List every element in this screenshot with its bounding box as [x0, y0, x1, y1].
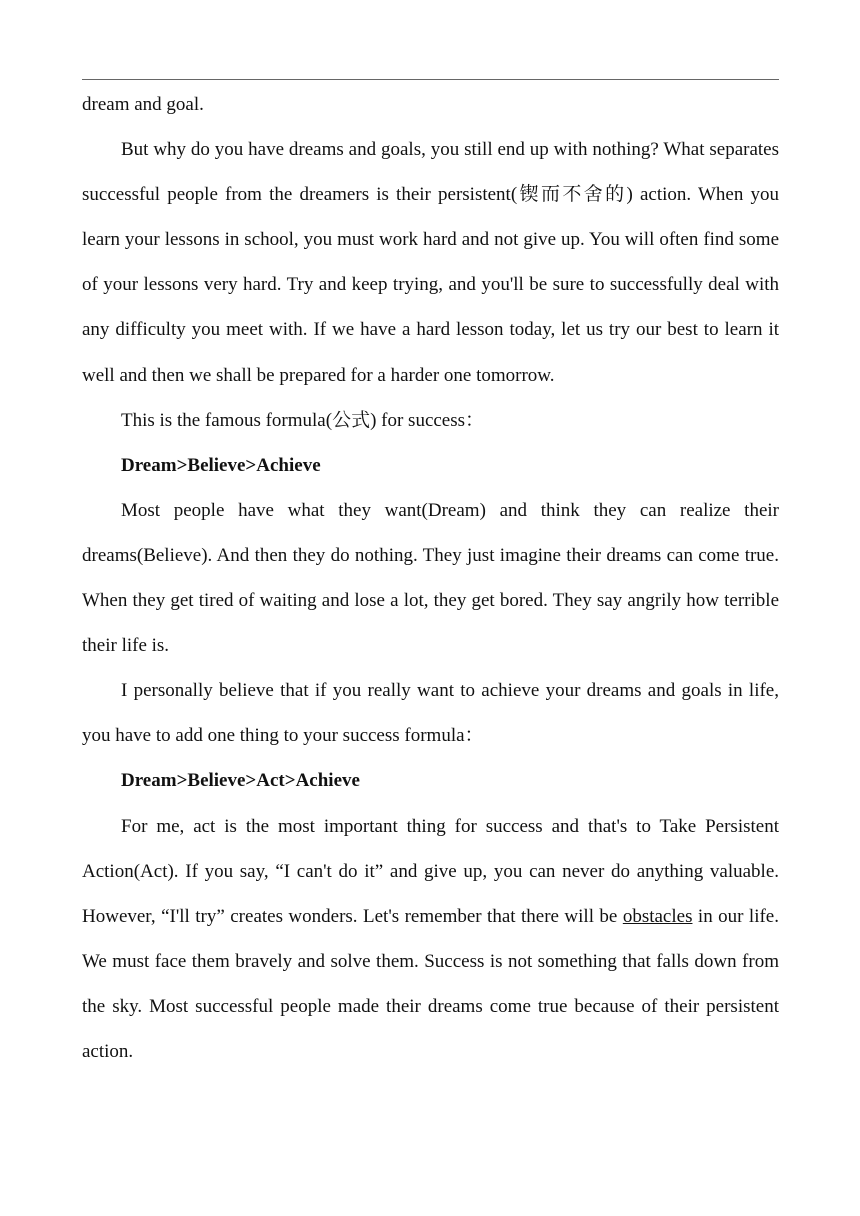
paragraph-act-importance	[82, 804, 779, 1075]
paragraph-personal-belief: I personally believe that if you really want to achieve your dreams and goals in life, you have to add one thing to your success formula：	[82, 680, 779, 747]
formula-dream-believe-act-achieve: Dream>Believe>Act>Achieve	[121, 770, 360, 792]
formula-dream-believe-achieve: Dream>Believe>Achieve	[121, 454, 321, 476]
paragraph-act-text-start: For me, act is the most important thing for success and that's to Take Persistent Action(Act). If you say, “I can't do it” and give up, you can never do anything valuable. However, “I'll try” creates wonders. Let's remember that there will be	[82, 815, 779, 927]
paragraph-continuation: dream and goal.	[82, 94, 204, 115]
underlined-word-obstacles: obstacles	[622, 905, 693, 927]
paragraph-most-people: Most people have what they want(Dream) and think they can realize their dreams(Believe). And then they do nothing. They just imagine their dreams can come true. When they get tired of waiting and lose a lot, they get bored. They say angrily how terrible their life is.	[82, 499, 779, 657]
paragraph-persistent-action: But why do you have dreams and goals, you still end up with nothing? What separates successful people from the dreamers is their persistent(锲而不舍的) action. When you learn your lessons in school, you must work hard and not give up. You will often find some of your lessons very hard. Try and keep trying, and you'll be sure to successfully deal with any difficulty you meet with. If we have a hard lesson today, let us try our best to learn it well and then we shall be prepared for a harder one tomorrow.	[82, 139, 779, 386]
paragraph-formula-intro: This is the famous formula(公式) for success：	[121, 409, 485, 431]
document-body	[82, 82, 779, 1074]
paragraph-act-text-end: in our life. We must face them bravely and solve them. Success is not something that falls down from the sky. Most successful people made their dreams come true because of their persistent action.	[82, 905, 779, 1062]
header-rule	[82, 79, 779, 80]
